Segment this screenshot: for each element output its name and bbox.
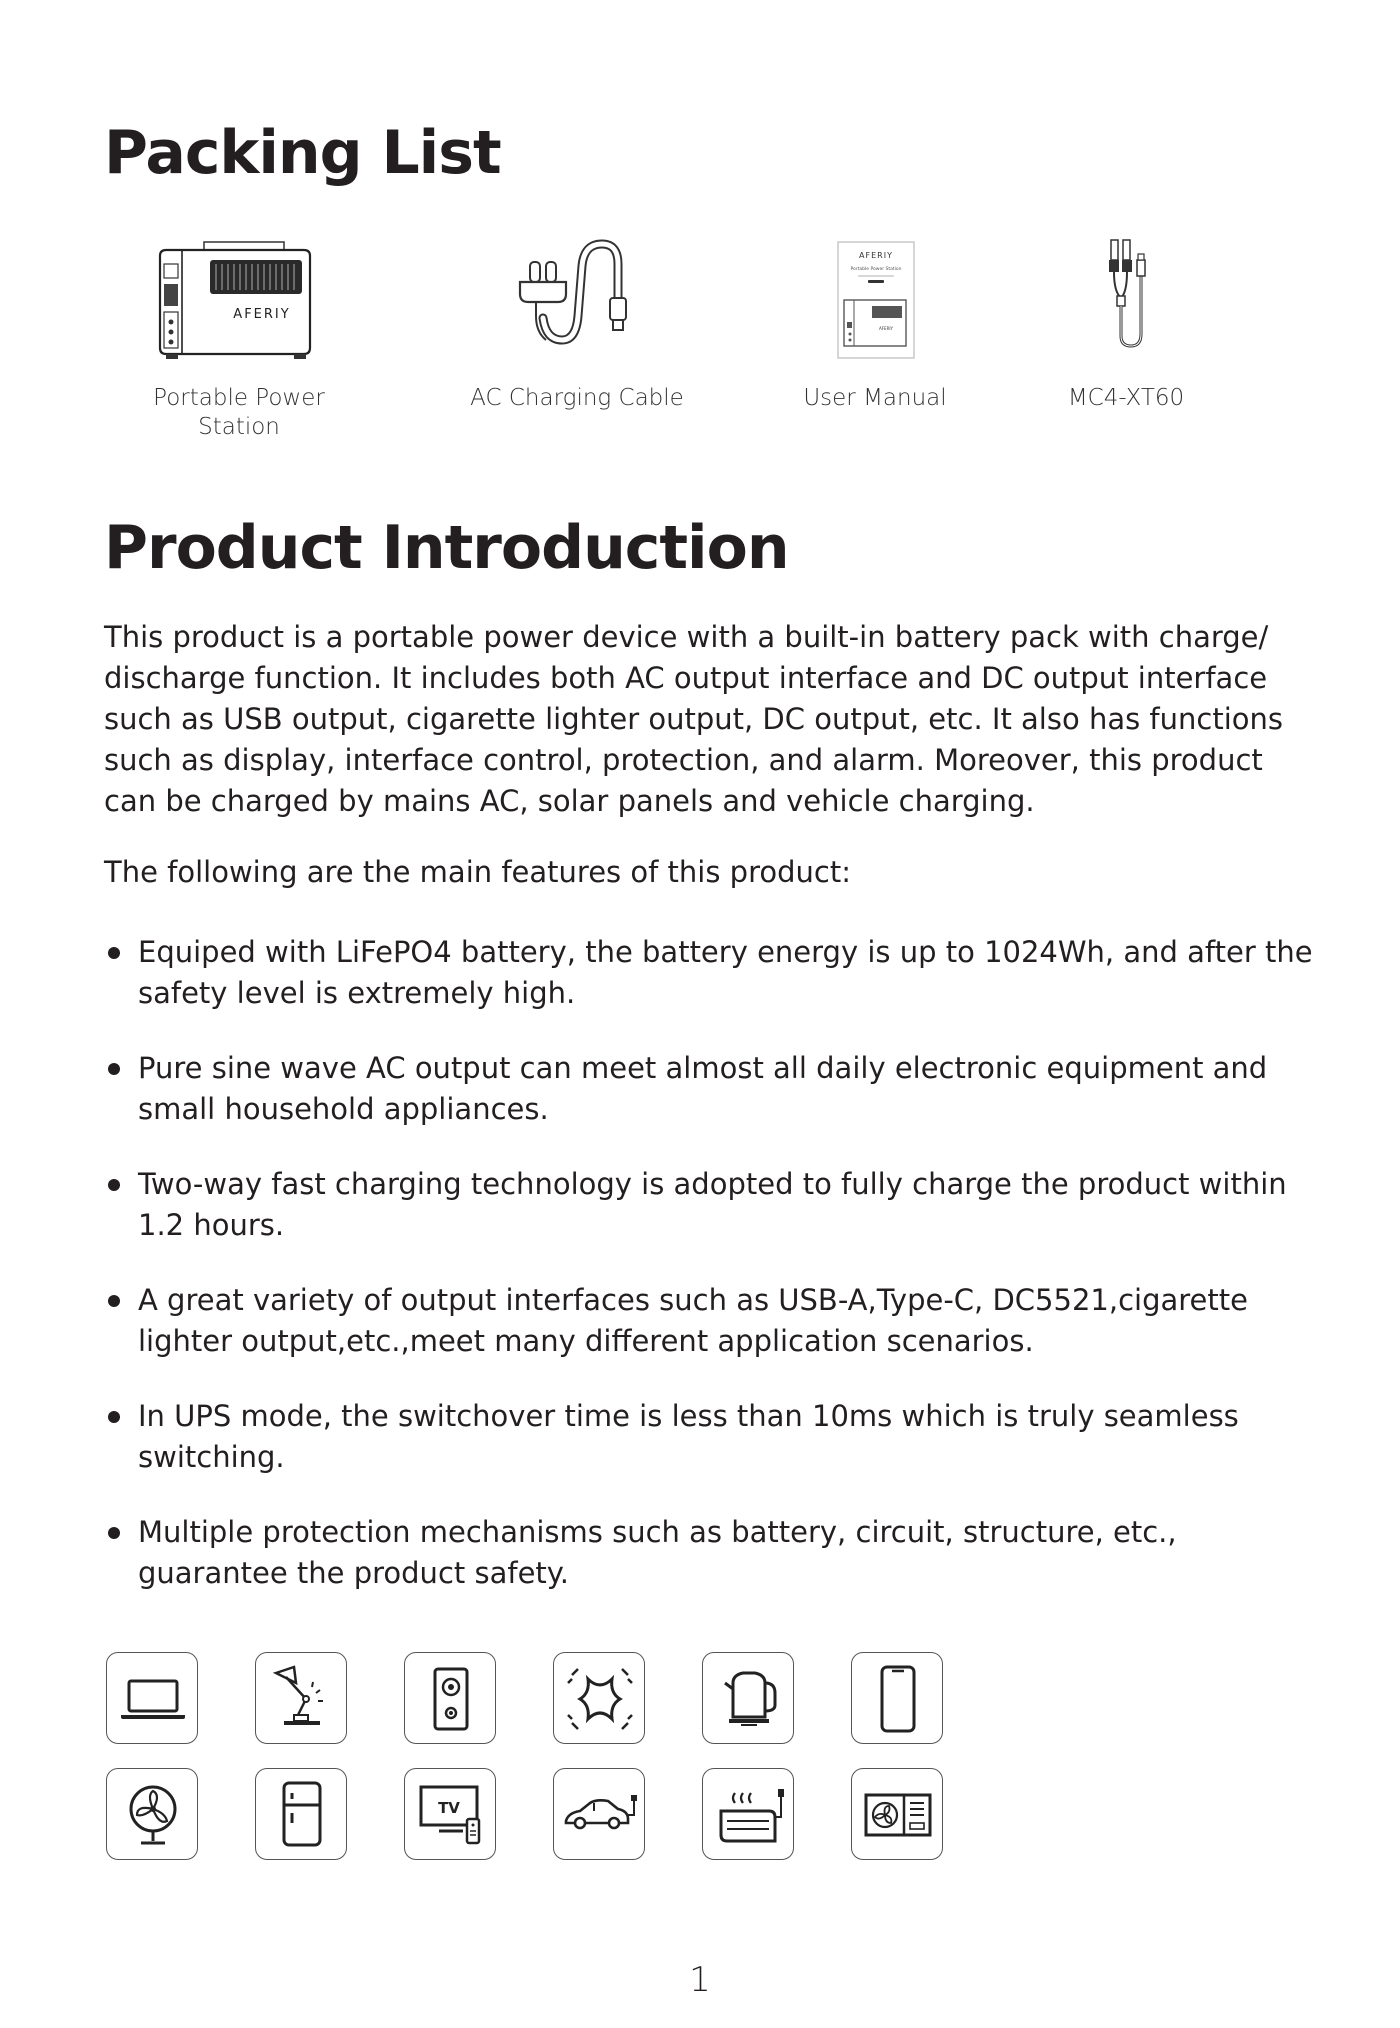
car-icon <box>553 1768 645 1860</box>
pack-item-user-manual <box>740 236 1010 413</box>
electric-blanket-icon <box>702 1768 794 1860</box>
feature-item: Equiped with LiFePO4 battery, the battery energy is up to 1024Wh, and after the safety level is extremely high. <box>104 932 1334 1014</box>
svg-text:AFERIY: AFERIY <box>879 326 893 331</box>
intro-text: This product is a portable power device with a built-in battery pack with charge/ discharge function. It includes both AC output interface and DC output interface such as USB output, cigarette lighter output, DC output, etc. It also has functions such as display, interface control, protection, and alarm. Moreover, this product can be charged by mains AC, solar panels and vehicle charging. <box>104 620 1283 818</box>
pack-label-power-station: Portable Power Station <box>153 385 325 440</box>
page-number: 1 <box>689 1960 711 2000</box>
bullet-icon <box>108 947 120 959</box>
fan-icon <box>106 1768 198 1860</box>
bullet-icon <box>108 1527 120 1539</box>
svg-text:TV: TV <box>438 1799 460 1817</box>
feature-list <box>104 932 1334 1628</box>
feature-item: A great variety of output interfaces such as USB-A,Type-C, DC5521,cigarette lighter output,etc.,meet many different application scenarios. <box>104 1280 1334 1362</box>
svg-text:AFERIY: AFERIY <box>233 307 291 322</box>
pack-item-ac-cable <box>442 236 712 413</box>
air-conditioner-icon <box>851 1768 943 1860</box>
pack-label-user-manual: User Manual <box>803 385 947 411</box>
intro-paragraph <box>104 617 1314 822</box>
feature-item: In UPS mode, the switchover time is less than 10ms which is truly seamless switching. <box>104 1396 1334 1478</box>
features-lead: The following are the main features of this product: <box>104 855 851 889</box>
ac-cable-icon <box>512 236 642 366</box>
fridge-icon <box>255 1768 347 1860</box>
pack-label-ac-cable: AC Charging Cable <box>470 385 684 411</box>
svg-text:Portable Power Station: Portable Power Station <box>850 267 902 272</box>
svg-text:AFERIY: AFERIY <box>859 251 893 260</box>
desk-lamp-icon <box>255 1652 347 1744</box>
power-station-icon <box>154 236 324 366</box>
bullet-icon <box>108 1411 120 1423</box>
bullet-icon <box>108 1063 120 1075</box>
phone-icon <box>851 1652 943 1744</box>
product-introduction-title: Product Introduction <box>104 513 789 583</box>
feature-item: Pure sine wave AC output can meet almost all daily electronic equipment and small household appliances. <box>104 1048 1334 1130</box>
user-manual-icon <box>810 236 940 366</box>
tv-icon <box>404 1768 496 1860</box>
kettle-icon <box>702 1652 794 1744</box>
packing-list <box>104 236 1304 446</box>
drone-icon <box>553 1652 645 1744</box>
speaker-icon <box>404 1652 496 1744</box>
bullet-icon <box>108 1179 120 1191</box>
laptop-icon <box>106 1652 198 1744</box>
pack-item-mc4-xt60 <box>1026 236 1226 413</box>
feature-item: Multiple protection mechanisms such as battery, circuit, structure, etc., guarantee the product safety. <box>104 1512 1334 1594</box>
pack-label-mc4-xt60: MC4-XT60 <box>1067 385 1185 411</box>
pack-item-power-station <box>104 236 374 442</box>
feature-item: Two-way fast charging technology is adopted to fully charge the product within 1.2 hours. <box>104 1164 1334 1246</box>
packing-list-title: Packing List <box>104 118 501 188</box>
bullet-icon <box>108 1295 120 1307</box>
mc4-xt60-cable-icon <box>1061 236 1191 366</box>
